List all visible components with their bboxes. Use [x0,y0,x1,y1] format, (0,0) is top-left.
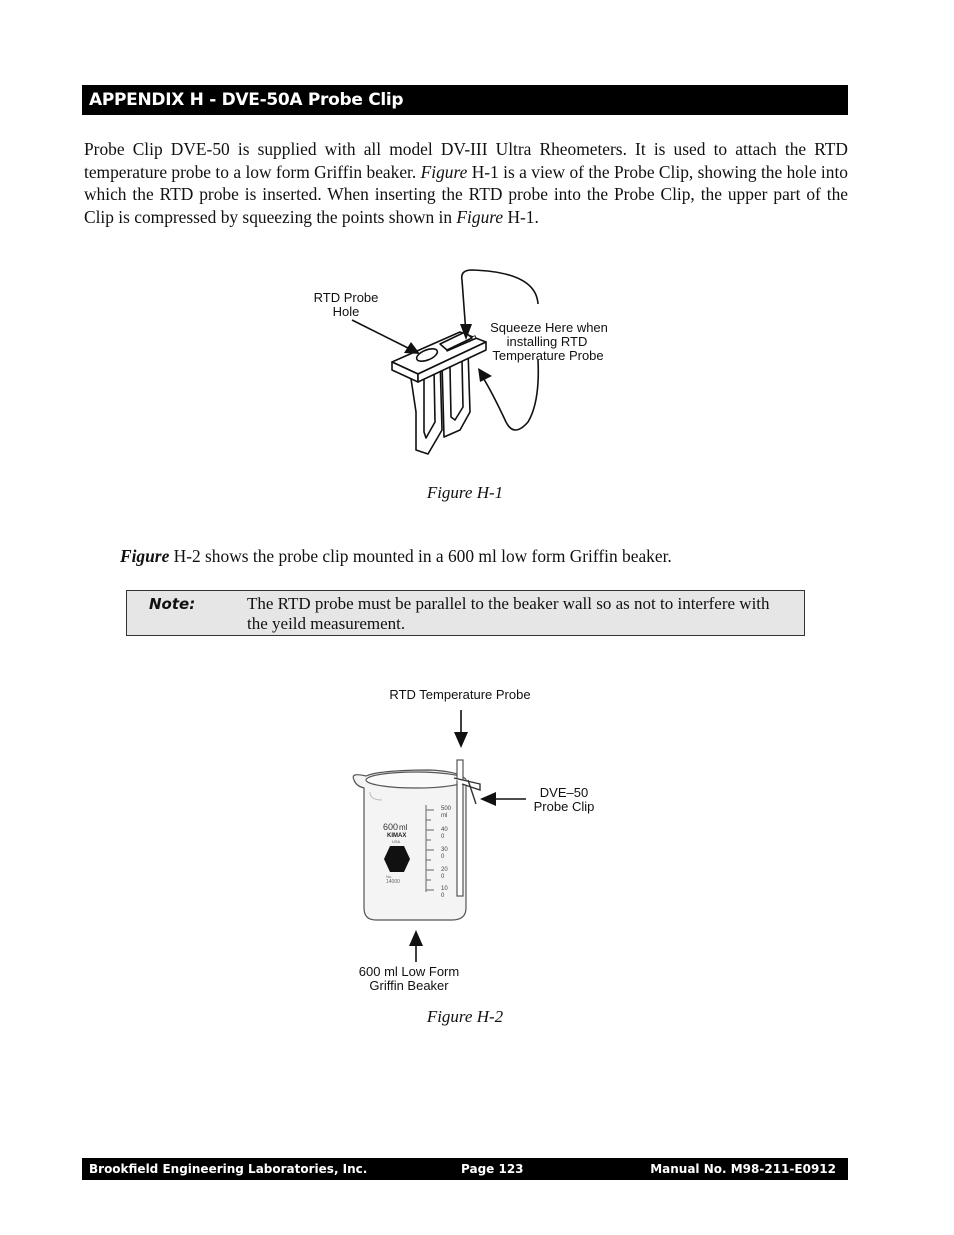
rtd-probe-hole-label-line2: Hole [332,304,360,319]
dve-50-clip-label-line1: DVE–50 [539,785,589,800]
beaker-model: 14000 [386,879,400,885]
footer-company: Brookfield Engineering Laboratories, Inc. [89,1162,368,1176]
intro-paragraph [84,138,848,228]
scale-10-zero: 0 [441,893,445,899]
figure-ref-1: Figure [420,161,468,182]
note-text: The RTD probe must be parallel to the beaker wall so as not to interfere with the yeild measurement. [247,594,770,633]
figure-ref-3: Figure [120,546,170,566]
scale-20-zero: 0 [441,874,445,880]
figure-ref-2: Figure [456,206,504,227]
scale-40-zero: 0 [441,834,445,840]
squeeze-label-line1: Squeeze Here when [490,320,608,335]
dve-50-clip-label-line2: Probe Clip [533,799,595,814]
intro-part-3: H-1. [503,206,539,227]
intro-part-1: Probe Clip DVE-50 is supplied with all model DV-III Ultra Rheometers. It is used to attach the RTD temperature probe to a low form Griffin beaker. [84,139,848,182]
squeeze-label-line3: Temperature Probe [492,348,604,363]
intro-part-2: H-1 is a view of the Probe Clip, showing the hole into which the RTD probe is inserted. When inserting the RTD probe into the Probe Clip, the upper part of the Clip is compressed by squeezing the points shown in [84,161,848,227]
figure-h1-probe-clip-drawing [300,262,640,462]
figure-h2-intro-text: H-2 shows the probe clip mounted in a 600 ml low form Griffin beaker. [169,546,672,566]
scale-20: 20 [441,867,448,873]
scale-ml: ml [441,813,448,819]
squeeze-label-line2: installing RTD [506,334,588,349]
note-label: Note: [149,595,196,613]
footer-page-number: Page 123 [461,1162,524,1176]
page-footer [82,1158,848,1180]
scale-500: 500 [441,806,452,812]
footer-manual-number: Manual No. M98-211-E0912 [650,1162,836,1176]
beaker-volume: 600 [383,822,399,832]
figure-h2-caption: Figure H-2 [426,1007,504,1026]
beaker-no: No. [386,874,393,879]
scale-30: 30 [441,847,448,853]
beaker-volume-unit: ml [399,823,408,832]
note-box [126,590,805,636]
scale-30-zero: 0 [441,854,445,860]
rtd-temperature-probe-label: RTD Temperature Probe [389,687,531,702]
beaker-brand: KIMAX [387,833,407,839]
figure-h2-beaker-drawing [330,680,630,1010]
figure-h1-caption: Figure H-1 [426,483,504,502]
appendix-title: APPENDIX H - DVE-50A Probe Clip [82,85,848,115]
beaker-usa: USA [392,839,401,844]
scale-10: 10 [441,886,448,892]
beaker-label-line1: 600 ml Low Form [358,964,460,979]
scale-40: 40 [441,827,448,833]
figure-h2-intro [120,546,672,567]
beaker-label-line2: Griffin Beaker [369,978,449,993]
rtd-probe-hole-label-line1: RTD Probe [313,290,379,305]
